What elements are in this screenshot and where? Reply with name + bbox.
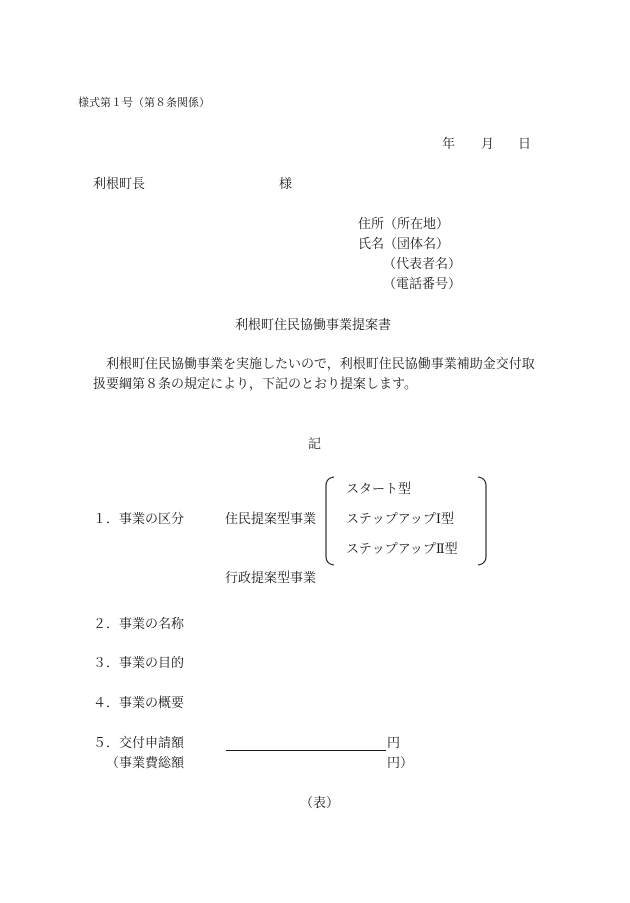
- left-bracket: [322, 476, 336, 566]
- amount-yen: 円: [387, 736, 401, 751]
- body-line-1: 利根町住民協働事業を実施したいので，利根町住民協働事業補助金交付取: [106, 357, 535, 372]
- item-purpose-label: ３．事業の目的: [93, 656, 185, 671]
- admin-proposal-type: 行政提案型事業: [225, 571, 317, 586]
- item-name-label: ２．事業の名称: [93, 617, 185, 632]
- page-side-marker: （表）: [300, 796, 340, 811]
- form-number-label: 様式第１号（第８条関係）: [78, 96, 210, 109]
- option-stepup-1-type: ステップアップⅠ型: [346, 512, 454, 527]
- option-start-type: スタート型: [346, 482, 412, 497]
- date-day: 日: [518, 137, 532, 152]
- document-title: 利根町住民協働事業提案書: [235, 318, 392, 333]
- date-year: 年: [442, 137, 456, 152]
- ki-heading: 記: [308, 437, 322, 452]
- item-summary-label: ４．事業の概要: [93, 696, 185, 711]
- addressee-honorific: 様: [279, 177, 293, 192]
- option-stepup-2-type: ステップアップⅡ型: [346, 542, 458, 557]
- applicant-representative: （代表者名）: [383, 257, 462, 272]
- body-line-2: 扱要綱第８条の規定により，下記のとおり提案します。: [93, 377, 417, 392]
- amount-underline: [226, 750, 386, 751]
- total-amount-label: （事業費総額: [106, 756, 185, 771]
- item-amount-label: ５．交付申請額: [93, 736, 185, 751]
- addressee-name: 利根町長: [93, 177, 146, 192]
- right-bracket: [476, 476, 490, 566]
- total-amount-yen: 円）: [387, 756, 414, 771]
- applicant-address: 住所（所在地）: [358, 217, 450, 232]
- applicant-phone: （電話番号）: [383, 277, 462, 292]
- date-month: 月: [481, 137, 495, 152]
- resident-proposal-type: 住民提案型事業: [225, 512, 317, 527]
- applicant-name: 氏名（団体名）: [358, 237, 450, 252]
- item-category-label: １．事業の区分: [93, 512, 185, 527]
